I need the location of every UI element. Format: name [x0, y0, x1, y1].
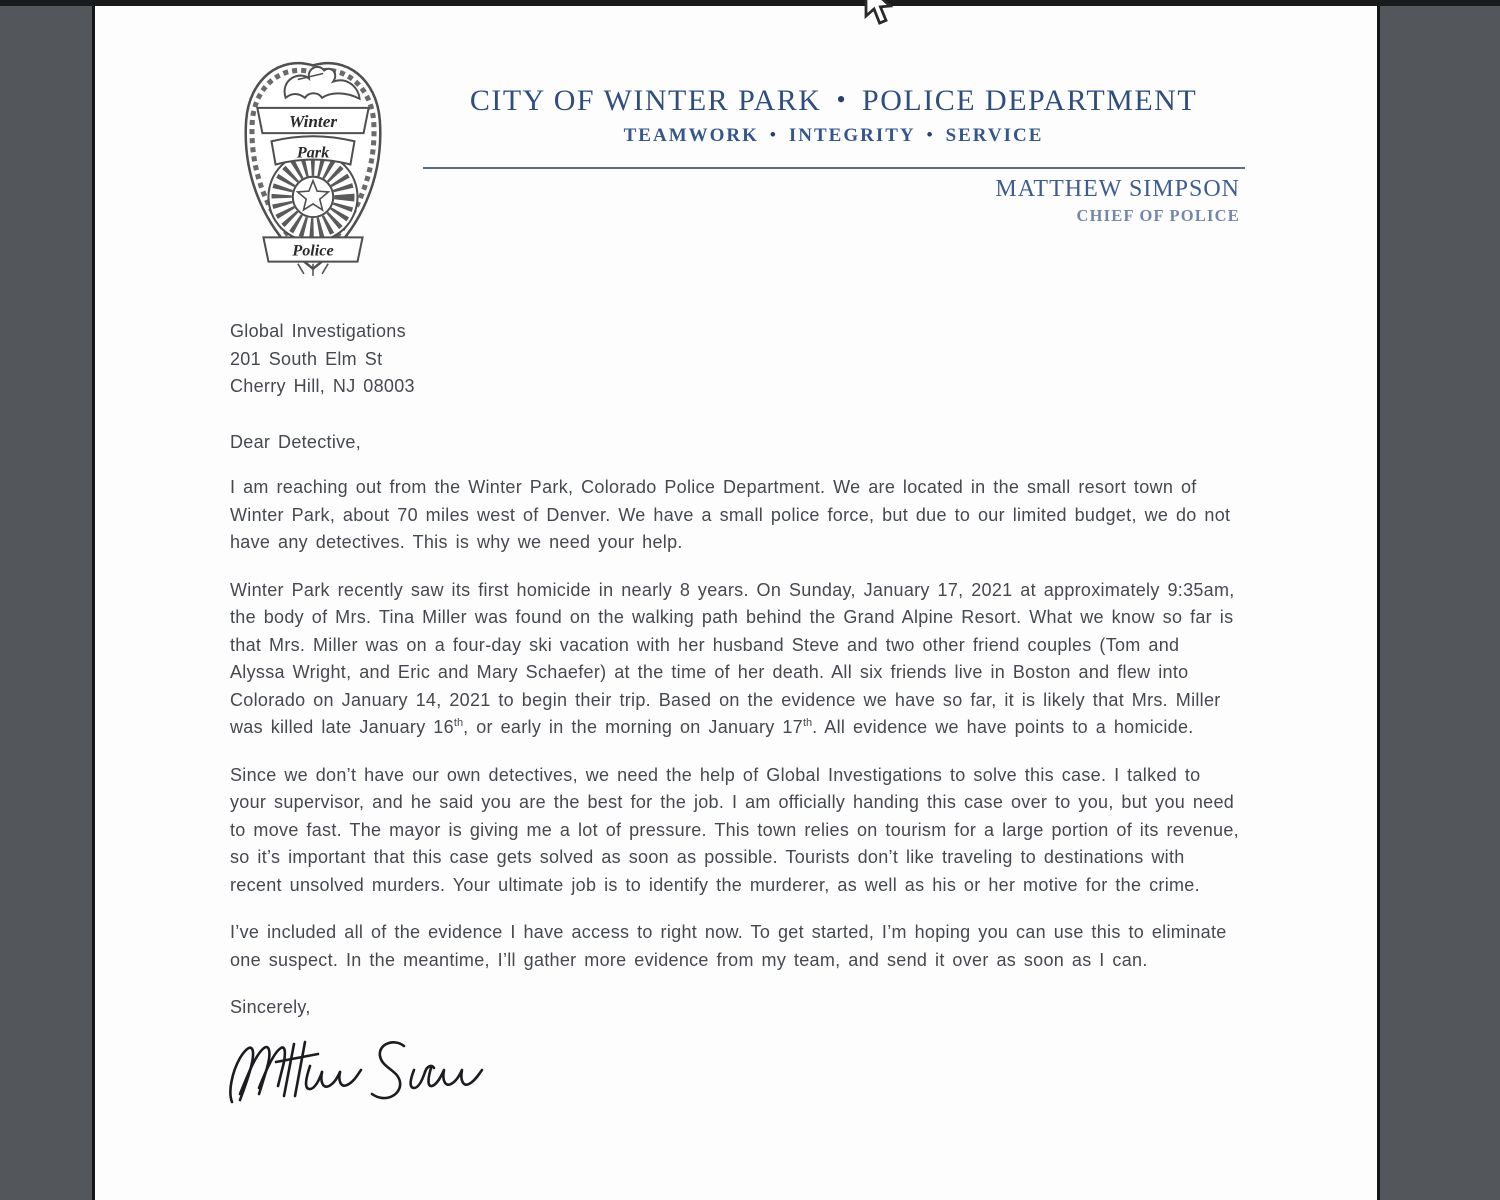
- officer-block: [995, 176, 1240, 226]
- paragraph-2-text: . All evidence we have points to a homicide.: [812, 717, 1194, 737]
- motto-word-service: SERVICE: [945, 125, 1044, 146]
- paragraph-2-text: , or early in the morning on January 17: [463, 717, 803, 737]
- letter-body: [230, 318, 1240, 1118]
- letterhead-title: [330, 84, 1337, 118]
- separator-dot-icon: •: [926, 125, 935, 144]
- officer-title: CHIEF OF POLICE: [1076, 206, 1240, 225]
- paragraph-2: [230, 577, 1240, 742]
- letterhead-divider: [423, 167, 1245, 169]
- ordinal-superscript: th: [802, 717, 813, 729]
- salutation: Dear Detective,: [230, 431, 362, 452]
- separator-dot-icon: •: [769, 125, 778, 144]
- paragraph-1: I am reaching out from the Winter Park, Colorado Police Department. We are located in the small resort town of Winter Park, about 70 miles west of Denver. We have a small police force, but due to our limited budget, we do not have any detectives. This is why we need your help.: [230, 477, 1231, 552]
- valediction: Sincerely,: [230, 997, 311, 1017]
- letterhead: [330, 84, 1337, 147]
- letterhead-org: CITY OF WINTER PARK: [469, 84, 822, 117]
- recipient-address: [230, 318, 1240, 401]
- police-badge-logo: [227, 44, 399, 279]
- badge-banner-police: Police: [292, 242, 334, 260]
- letterhead-dept: POLICE DEPARTMENT: [862, 84, 1198, 117]
- officer-name: MATTHEW SIMPSON: [995, 176, 1240, 202]
- paragraph-4: I’ve included all of the evidence I have access to right now. To get started, I’m hoping you can use this to eliminate one suspect. In the meantime, I’ll gather more evidence from my team, and send it over as soon as I can.: [230, 922, 1227, 970]
- letterhead-motto: [330, 125, 1337, 147]
- mouse-cursor-icon: [858, 0, 900, 28]
- signature-matthew-simpson: [226, 1032, 488, 1110]
- ordinal-superscript: th: [453, 717, 464, 729]
- badge-banner-park: Park: [296, 144, 330, 162]
- recipient-city: Cherry Hill, NJ 08003: [230, 376, 415, 396]
- document-page: [92, 6, 1380, 1200]
- police-badge-icon: [227, 44, 399, 279]
- badge-banner-winter: Winter: [288, 112, 338, 132]
- recipient-name: Global Investigations: [230, 321, 406, 341]
- signature-name-text: [488, 1032, 489, 1033]
- motto-word-teamwork: TEAMWORK: [623, 125, 759, 146]
- paragraph-3: Since we don’t have our own detectives, we need the help of Global Investigations to solve this case. I talked to your supervisor, and he said you are the best for the job. I am officially handing this case over to you, but you need to move fast. The mayor is giving me a lot of pressure. This town relies on tourism for a large portion of its revenue, so it’s important that this case gets solved as soon as possible. Tourists don’t like traveling to destinations with recent unsolved murders. Your ultimate job is to identify the murderer, as well as his or her motive for the crime.: [230, 764, 1239, 895]
- recipient-street: 201 South Elm St: [230, 348, 383, 369]
- paragraph-2-text: Winter Park recently saw its first homicide in nearly 8 years. On Sunday, January 17, 2021 at approximately 9:35am, the body of Mrs. Tina Miller was found on the walking path behind the Grand Alpine Resort. What we know so far is that Mrs. Miller was on a four-day ski vacation with her husband Steve and two other friend couples (Tom and Alyssa Wright, and Eric and Mary Schaefer) at the time of her death. All six friends live in Boston and flew into Colorado on January 14, 2021 to begin their trip. Based on the evidence we have so far, it is likely that Mrs. Miller was killed late January 16: [230, 579, 1235, 737]
- separator-dot-icon: •: [836, 85, 848, 114]
- motto-word-integrity: INTEGRITY: [788, 125, 916, 146]
